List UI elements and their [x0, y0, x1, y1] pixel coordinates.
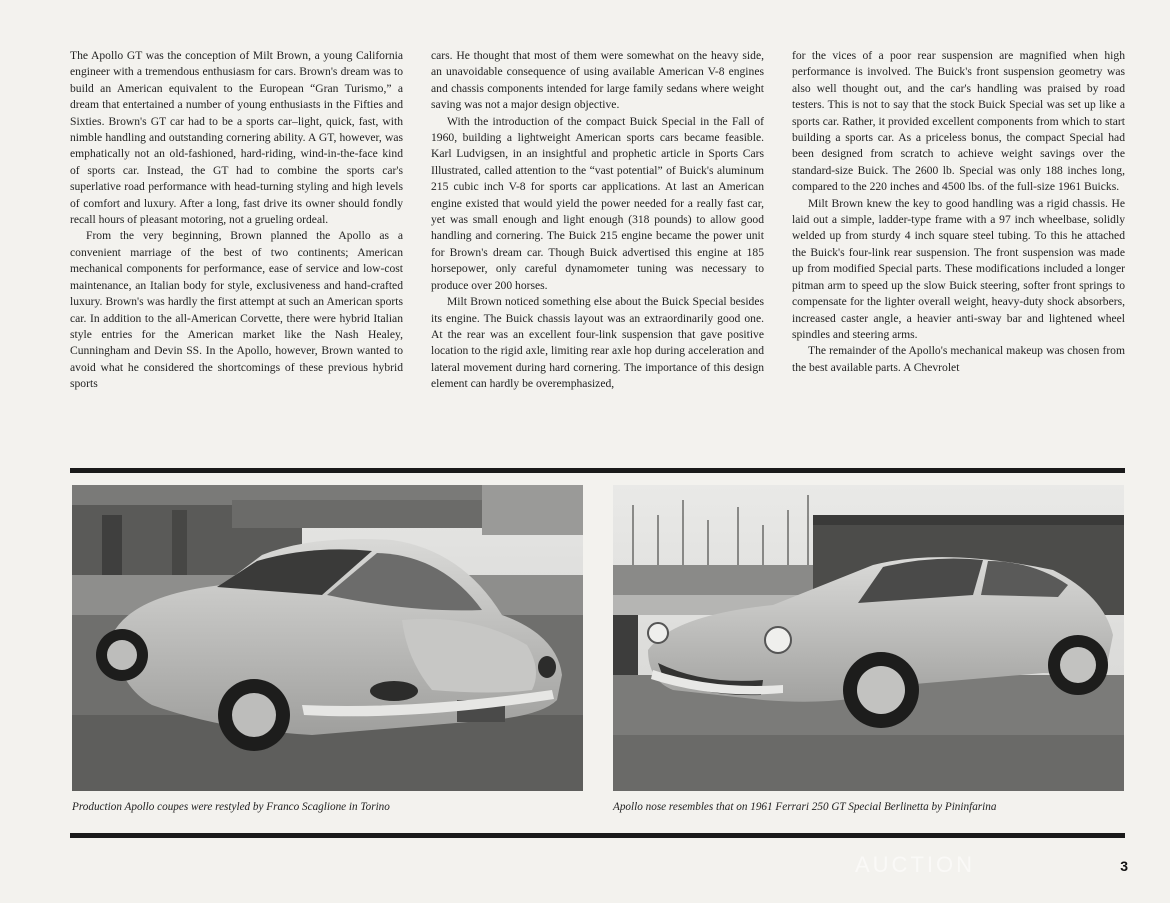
photo-rear-view-coupe — [72, 485, 583, 791]
watermark-text: AUCTION — [855, 852, 975, 877]
text-columns — [70, 48, 1125, 460]
paragraph: Milt Brown knew the key to good handling was a rigid chassis. He laid out a simple, ladder-type frame with a 97 inch wheelbase, solidly welded up from sturdy 4 inch square steel tubing. To this he attached the Buick's four-link rear suspension. The front suspension was made up from modified Special parts. These modifications included a longer pitman arm to speed up the slow Buick steering, softer front springs to compensate for the lighter overall weight, heavy-duty shock absorbers, increased caster angle, a heavier anti-sway bar and lightened wheel spindles and steering arms. — [792, 196, 1125, 341]
paragraph: cars. He thought that most of them were somewhat on the heavy side, an unavoidable consequence of using available American V-8 engines and chassis components intended for large family sedans where weight saving was not a major design objective. — [431, 49, 764, 112]
photo-caption-left: Production Apollo coupes were restyled by Franco Scaglione in Torino — [72, 801, 390, 813]
paragraph: The Apollo GT was the conception of Milt Brown, a young California engineer with a tremendous enthusiasm for cars. Brown's dream was to build an American equivalent to the European “Gran Turismo,” a dream that entertained a number of young enthusiasts in the Fifties and Sixties. Brown's GT car had to be a sports car–light, quick, fast, with nimble handling and outstanding cornering ability. A GT, however, was emphatically not an old-fashioned, hard-riding, wind-in-the-face kind of sports car. Instead, the GT had to combine the sports car's superlative road performance with head-turning styling and high levels of comfort and luxury. After a long, fast drive its owner should fondly recall hours of pleasant motoring, not a grueling ordeal. — [70, 49, 403, 227]
paragraph: Milt Brown noticed something else about the Buick Special besides its engine. The Buick chassis layout was an extraordinarily good one. At the rear was an excellent four-link suspension that gave positive location to the rigid axle, limiting rear axle hop during acceleration and lateral movement during hard cornering. The importance of this design element can hardly be overemphasized, — [431, 295, 764, 391]
paragraph: The remainder of the Apollo's mechanical makeup was chosen from the best available parts. A Chevrolet — [792, 344, 1125, 374]
car-front-illustration — [613, 485, 1124, 791]
paragraph: From the very beginning, Brown planned the Apollo as a convenient marriage of the best of two continents; American mechanical components for performance, ease of service and low-cost maintenance, an Italian body for style, exclusiveness and hand-crafted luxury. Brown's was hardly the first attempt at such an American sports car. In addition to the all-American Corvette, there were hybrid Italian style entries for the American market like the Nash Healey, Cunningham and Devin SS. In the Apollo, however, Brown wanted to avoid what he considered the shortcomings of these previous hybrid sports — [70, 229, 403, 391]
paragraph: With the introduction of the compact Buick Special in the Fall of 1960, building a lightweight American sports cars became feasible. Karl Ludvigsen, in an insightful and prophetic article in Sports Cars Illustrated, called attention to the “vast potential” of Buick's aluminum 215 cubic inch V-8 for sports car applications. At last an American engine existed that would yield the power needed for a really fast car, yet was small enough and light enough (318 pounds) to allow good handling and cornering. The Buick 215 engine became the power unit for Brown's dream car. Though Buick advertised this engine at 185 horsepower, only careful dynamometer tuning was necessary to produce over 200 horses. — [431, 114, 764, 292]
text-column-1 — [70, 48, 403, 460]
text-column-2 — [431, 48, 764, 460]
page-number: 3 — [1120, 858, 1128, 874]
car-rear-illustration — [72, 485, 583, 791]
photo-front-view-coupe — [613, 485, 1124, 791]
text-column-3 — [792, 48, 1125, 460]
photo-caption-right: Apollo nose resembles that on 1961 Ferrari 250 GT Special Berlinetta by Pininfarina — [613, 801, 997, 813]
top-divider-rule — [70, 468, 1125, 473]
bottom-divider-rule — [70, 833, 1125, 838]
paragraph: for the vices of a poor rear suspension are magnified when high performance is involved. The Buick's front suspension geometry was also well thought out, and the car's handling was praised by road testers. This is not to say that the stock Buick Special was set up like a sports car. Rather, it provided excellent components from which to start building a sports car. As a priceless bonus, the compact Special had been designed from scratch to achieve weight savings over the standard-size Buick. The 2600 lb. Special was only 188 inches long, compared to the 220 inches and 4500 lbs. of the full-size 1961 Buicks. — [792, 49, 1125, 194]
